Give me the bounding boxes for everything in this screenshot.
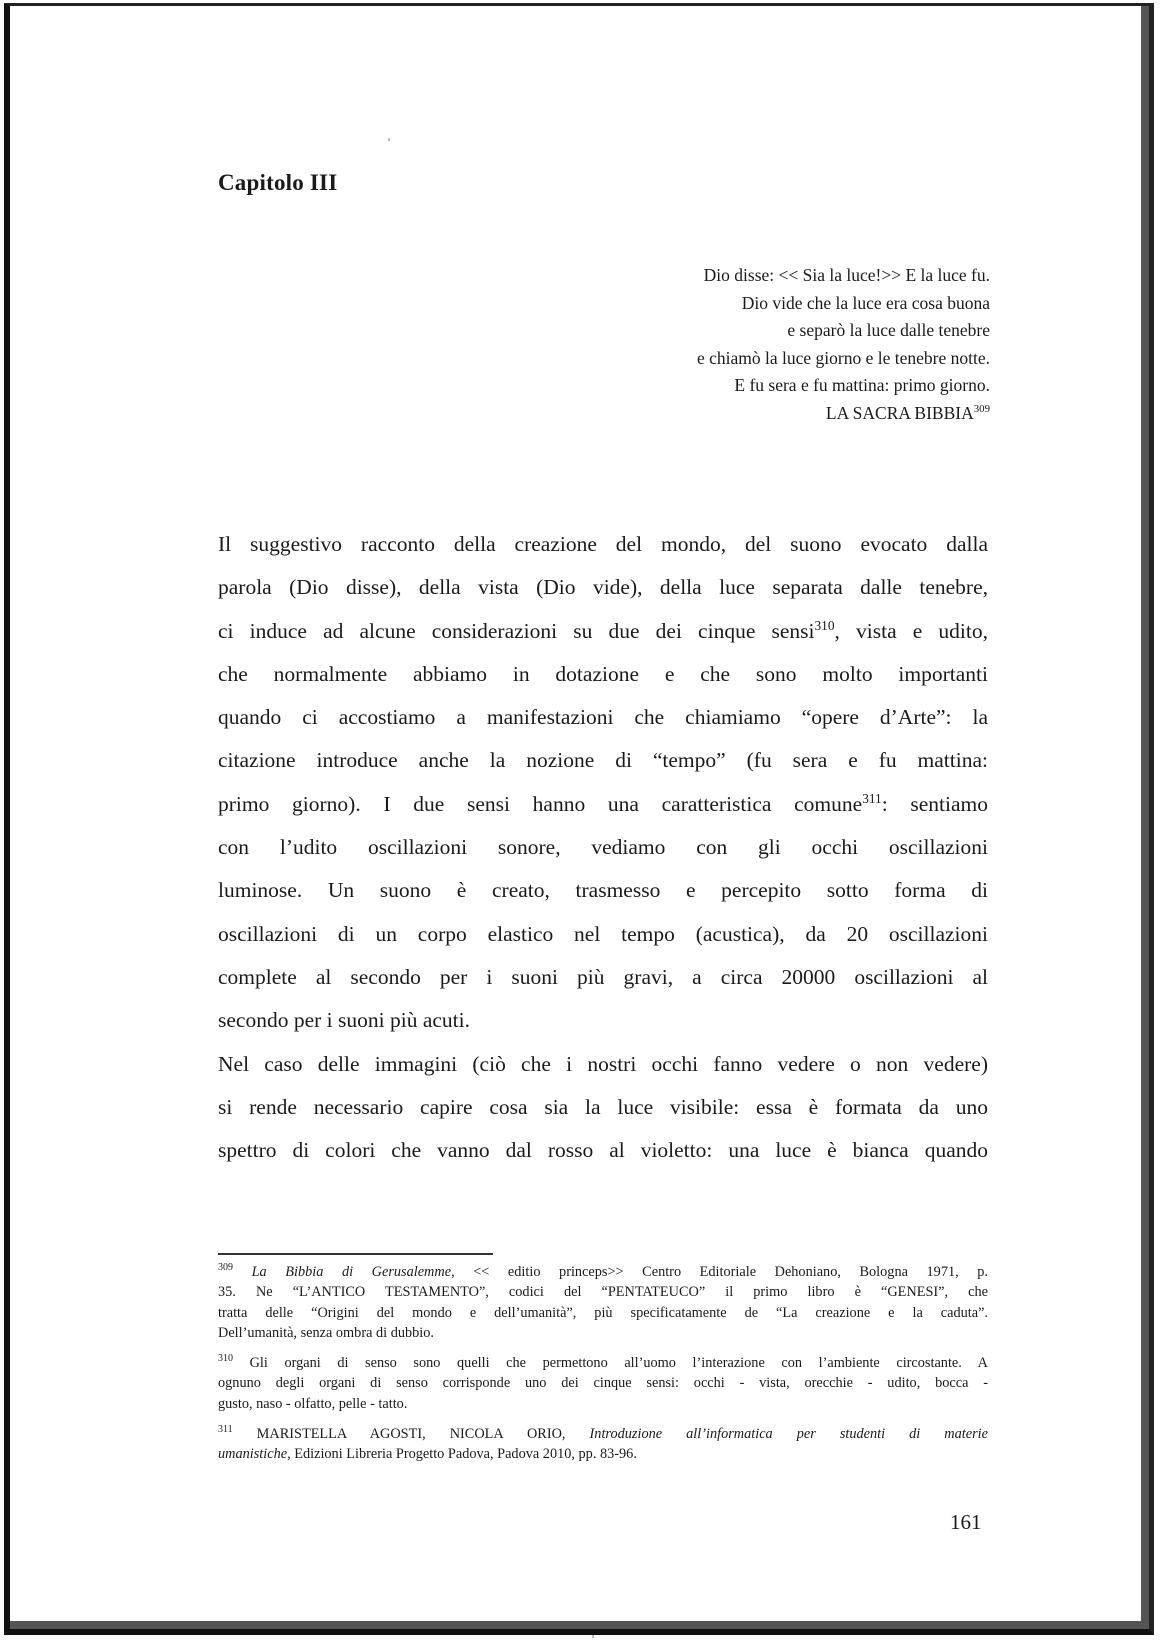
page-number: 161 <box>950 1510 982 1534</box>
body-line-text: , vista e udito, <box>834 618 988 643</box>
footnote-line <box>218 1444 988 1464</box>
body-line: secondo per i suoni più acuti. <box>218 1008 470 1033</box>
body-line: parola (Dio disse), della vista (Dio vide), della luce separata dalle tenebre, <box>218 575 988 600</box>
footnote-authors: MARISTELLA AGOSTI, NICOLA ORIO, <box>232 1426 590 1443</box>
body-line: complete al secondo per i suoni più gravi, a circa 20000 oscillazioni al <box>218 964 988 989</box>
footnote-ref[interactable]: 310 <box>814 617 835 633</box>
frame-shadow-right <box>1141 6 1149 1629</box>
footnote-text: Gli organi di senso sono quelli che permettono all’uomo l’interazione con l’ambiente circostante. A <box>233 1355 988 1372</box>
footnote-line: 35. Ne “L’ANTICO TESTAMENTO”, codici del “PENTATEUCO” il primo libro è “GENESI”, che <box>218 1284 988 1301</box>
footnote-line <box>218 1262 988 1282</box>
footnotes <box>218 1262 988 1475</box>
body-line: oscillazioni di un corpo elastico nel tempo (acustica), da 20 oscillazioni <box>218 921 988 946</box>
body-line <box>218 783 988 826</box>
footnote-311 <box>218 1424 988 1465</box>
epigraph-line: Dio vide che la luce era cosa buona <box>741 292 990 313</box>
chapter-title: Capitolo III <box>218 170 338 195</box>
body-line: che normalmente abbiamo in dotazione e che sono molto importanti <box>218 661 988 686</box>
body-line: con l’udito oscillazioni sonore, vediamo con gli occhi oscillazioni <box>218 835 988 860</box>
footnote-text: , Edizioni Libreria Progetto Padova, Padova 2010, pp. 83-96. <box>287 1446 637 1463</box>
footnote-text: , << editio princeps>> Centro Editoriale Dehoniano, Bologna 1971, p. <box>451 1264 988 1280</box>
epigraph-line: E fu sera e fu mattina: primo giorno. <box>734 375 990 395</box>
footnote-title: Introduzione all’informatica per studenti di materie <box>589 1426 988 1443</box>
epigraph-source-text: LA SACRA BIBBIA <box>825 402 974 423</box>
footnote-line <box>218 1353 988 1373</box>
body-line: Nel caso delle immagini (ciò che i nostri occhi fanno vedere o non vedere) <box>218 1051 988 1076</box>
epigraph-line: e chiamò la luce giorno e le tenebre notte. <box>697 347 990 368</box>
body-line: quando ci accostiamo a manifestazioni che chiamiamo “opere d’Arte”: la <box>218 705 988 730</box>
footnote-ref[interactable]: 309 <box>973 402 990 415</box>
frame-shadow-bottom <box>10 1621 1149 1629</box>
epigraph <box>697 262 990 427</box>
scan-speck <box>592 1635 594 1638</box>
footnote-ref[interactable]: 311 <box>862 790 882 806</box>
body-line: luminose. Un suono è creato, trasmesso e percepito sotto forma di <box>218 878 988 903</box>
body-line-text: primo giorno). I due sensi hanno una caratteristica comune <box>218 791 863 816</box>
footnote-309 <box>218 1262 988 1343</box>
epigraph-line: e separò la luce dalle tenebre <box>787 320 990 340</box>
footnote-line: tratta delle “Origini del mondo e dell’umanità”, più specificatamente de “La creazione e la caduta”. <box>218 1304 988 1321</box>
footnote-line: ognuno degli organi di senso corrisponde uno dei cinque sensi: occhi - vista, orecchie - udito, bocca - <box>218 1375 988 1392</box>
epigraph-source <box>697 400 990 428</box>
body-line: citazione introduce anche la nozione di “tempo” (fu sera e fu mattina: <box>218 748 988 773</box>
footnote-number: 311 <box>218 1424 233 1436</box>
scan-speck <box>388 138 390 141</box>
body-line: spettro di colori che vanno dal rosso al violetto: una luce è bianca quando <box>218 1138 988 1163</box>
body-line: Il suggestivo racconto della creazione del mondo, del suono evocato dalla <box>218 532 988 556</box>
footnote-line: gusto, naso - olfatto, pelle - tatto. <box>218 1395 408 1412</box>
footnote-number: 310 <box>218 1353 233 1365</box>
body-line-text: : sentiamo <box>881 791 988 816</box>
footnote-310 <box>218 1353 988 1414</box>
epigraph-line: Dio disse: << Sia la luce!>> E la luce fu. <box>703 265 990 285</box>
body-line <box>218 610 988 653</box>
footnote-title: umanistiche <box>218 1446 288 1463</box>
body-paragraphs <box>218 523 988 1172</box>
body-line-text: ci induce ad alcune considerazioni su due dei cinque sensi <box>218 618 815 643</box>
footnote-divider <box>218 1253 493 1255</box>
footnote-title: La Bibbia di Gerusalemme <box>251 1264 452 1280</box>
body-line: si rende necessario capire cosa sia la luce visibile: essa è formata da uno <box>218 1094 988 1119</box>
footnote-number: 309 <box>218 1262 233 1274</box>
footnote-line: Dell’umanità, senza ombra di dubbio. <box>218 1324 434 1341</box>
footnote-line <box>218 1424 988 1444</box>
